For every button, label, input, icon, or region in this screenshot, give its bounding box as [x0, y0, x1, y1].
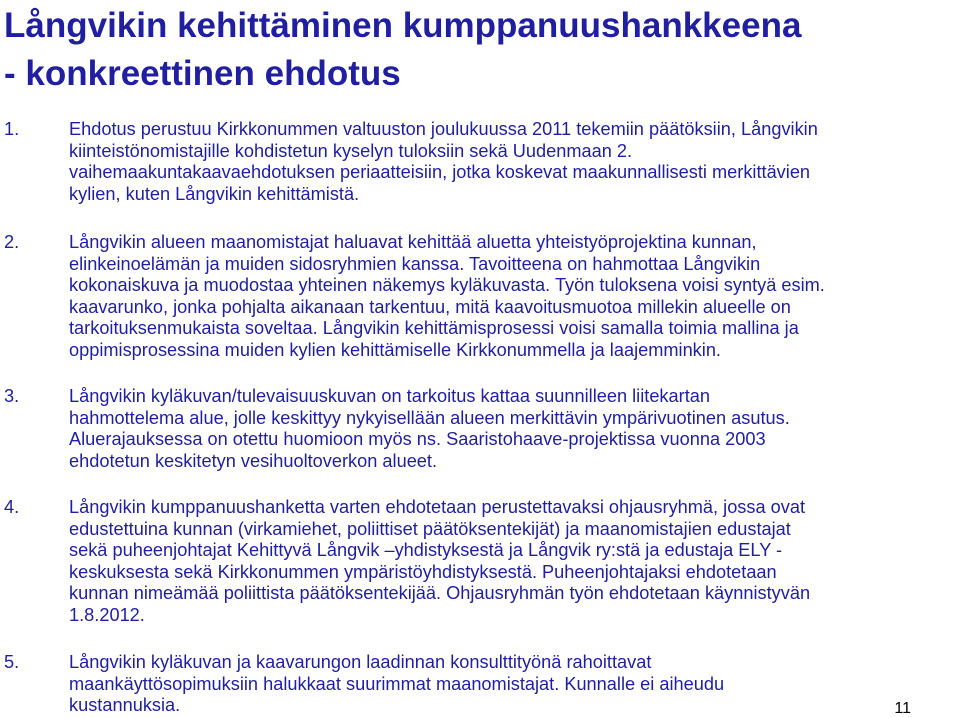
item-line: kaavarunko, jonka pohjalta aikanaan tarkentuu, mitä kaavoitusmuotoa millekin alueelle on — [69, 296, 791, 317]
item-line: keskuksesta sekä Kirkkonummen ympäristöyhdistyksestä. Puheenjohtajaksi ehdotetaan — [69, 561, 777, 582]
slide-title-line-1: Långvikin kehittäminen kumppanuushankkeena — [4, 6, 802, 45]
item-line: Långvikin kyläkuvan ja kaavarungon laadinnan konsulttityönä rahoittavat — [69, 652, 652, 672]
item-line: elinkeinoelämän ja muiden sidosryhmien kanssa. Tavoitteena on hahmottaa Långvikin — [69, 253, 761, 274]
item-line: kiinteistönomistajille kohdistetun kyselyn tuloksiin sekä Uudenmaan 2. — [69, 140, 633, 161]
item-line: kustannuksia. — [69, 695, 181, 716]
item-text — [69, 386, 957, 472]
item-text — [69, 119, 957, 205]
item-line: tarkoituksenmukaista soveltaa. Långvikin kehittämisprosessi voisi samalla toimia mallina ja — [69, 318, 799, 339]
item-line: sekä puheenjohtajat Kehittyvä Långvik –yhdistyksestä ja Långvik ry:stä ja edustaja ELY - — [69, 540, 783, 561]
item-line: Aluerajauksessa on otettu huomioon myös ns. Saaristohaave-projektissa vuonna 2003 — [69, 429, 766, 450]
slide-title-line-2: - konkreettinen ehdotus — [4, 54, 401, 93]
item-text — [69, 497, 957, 627]
item-number: 3. — [4, 386, 20, 406]
item-line: kylien, kuten Långvikin kehittämistä. — [69, 183, 360, 204]
item-line: vaihemaakuntakaavaehdotuksen periaatteisiin, jotka koskevat maakunnallisesti merkittävien — [69, 162, 811, 183]
page-number: 11 — [894, 700, 911, 717]
item-number: 1. — [4, 119, 20, 139]
item-line: maankäyttösopimuksiin halukkaat suurimmat maanomistajat. Kunnalle ei aiheudu — [69, 673, 725, 694]
slide-title — [4, 2, 954, 98]
item-line: edustettuina kunnan (virkamiehet, poliittiset päätöksentekijät) ja maanomistajien edustajat — [69, 518, 791, 539]
item-line: kunnan nimeämää poliittista päätöksentekijää. Ohjausryhmän työn ehdotetaan käynnistyvän — [69, 583, 811, 604]
item-line: kokonaiskuva ja muodostaa yhteinen näkemys kyläkuvasta. Työn tuloksena voisi syntyä esim. — [69, 275, 825, 296]
item-line: ehdotetun keskitetyn vesihuoltoverkon alueet. — [69, 450, 438, 471]
item-text — [69, 232, 957, 362]
item-number: 5. — [4, 652, 20, 672]
item-text — [69, 652, 957, 717]
item-line: Långvikin kyläkuvan/tulevaisuuskuvan on tarkoitus kattaa suunnilleen liitekartan — [69, 386, 710, 406]
item-line: oppimisprosessina muiden kylien kehittämiselle Kirkkonummella ja laajemminkin. — [69, 339, 721, 360]
item-number: 4. — [4, 497, 20, 517]
item-line: Långvikin alueen maanomistajat haluavat kehittää aluetta yhteistyöprojektina kunnan, — [69, 232, 757, 252]
item-line: 1.8.2012. — [69, 604, 145, 625]
item-line: Ehdotus perustuu Kirkkonummen valtuuston joulukuussa 2011 tekemiin päätöksiin, Långvikin — [69, 119, 818, 139]
item-number: 2. — [4, 232, 20, 252]
item-line: Långvikin kumppanuushanketta varten ehdotetaan perustettavaksi ohjausryhmä, jossa ovat — [69, 497, 806, 517]
item-line: hahmottelema alue, jolle keskittyy nykyisellään alueen merkittävin ympärivuotinen asutus. — [69, 407, 790, 428]
